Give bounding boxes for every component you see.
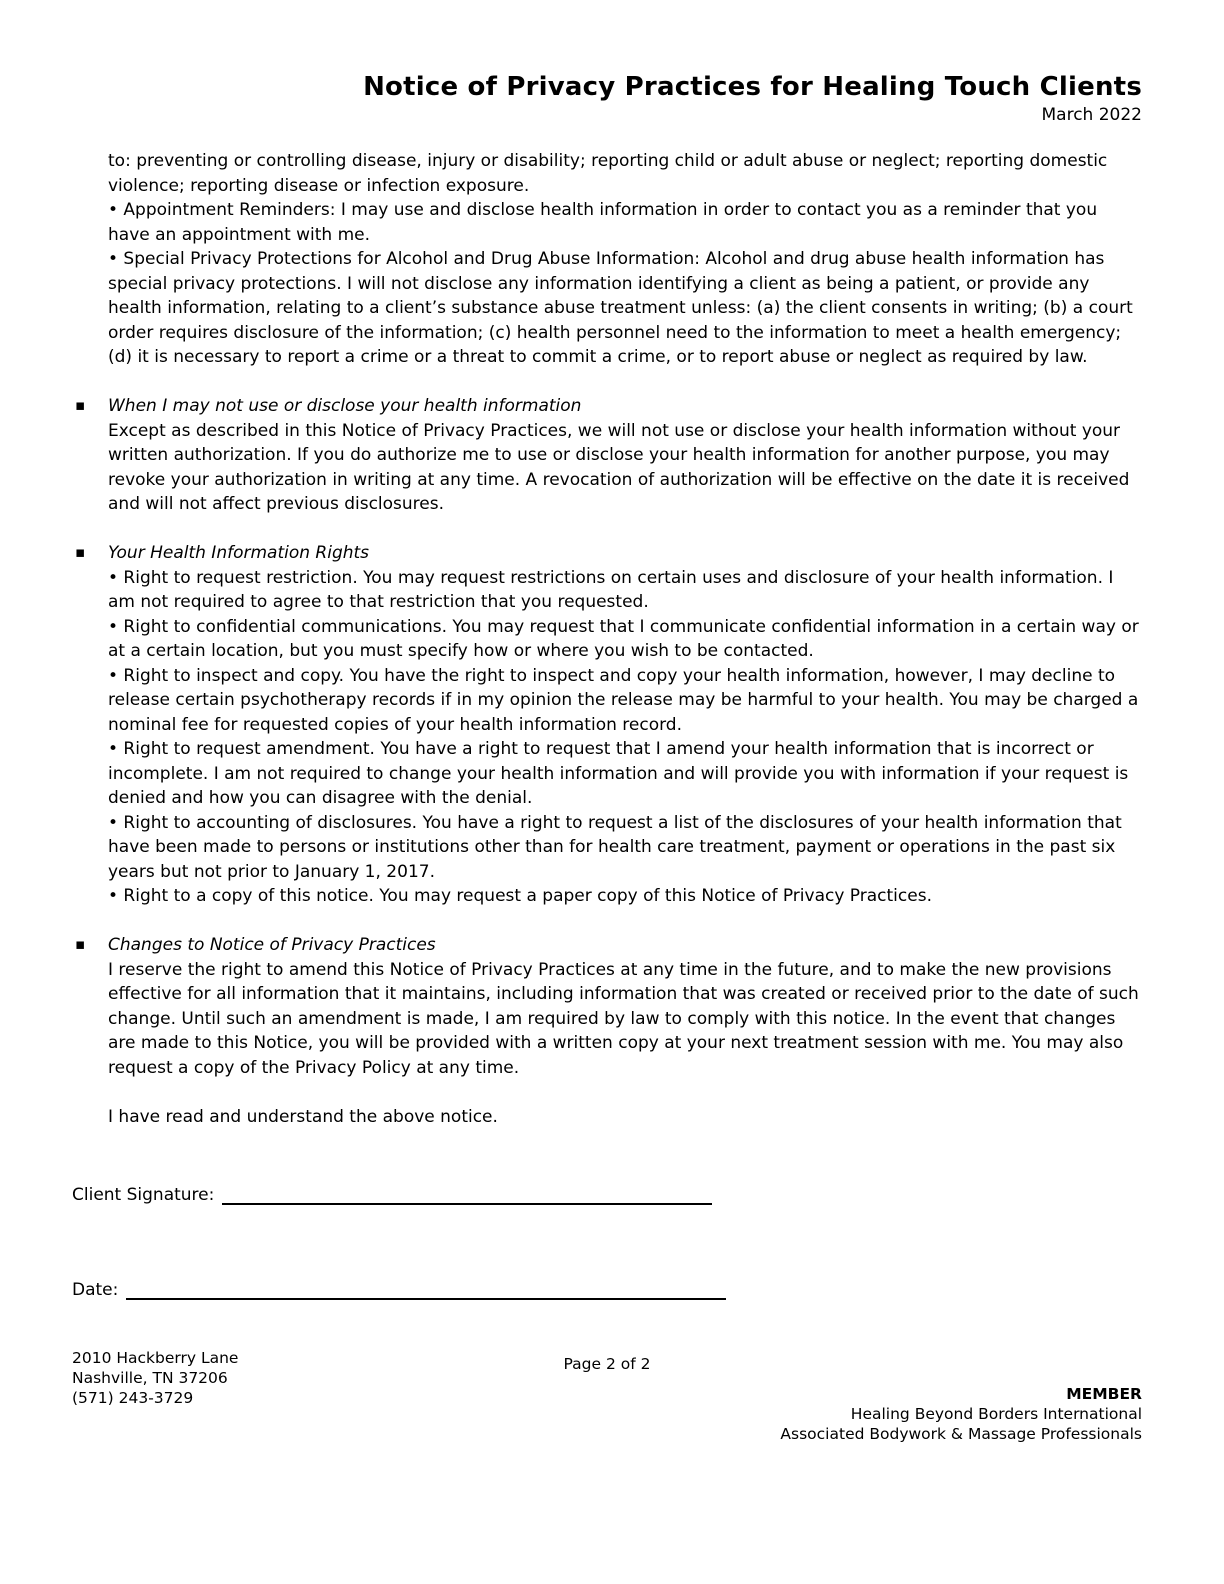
member-org-abmp: Associated Bodywork & Massage Professionals	[780, 1425, 1142, 1443]
date-row	[72, 1278, 1142, 1303]
section-heading	[75, 541, 1142, 566]
section-paragraph: I reserve the right to amend this Notice of Privacy Practices at any time in the future, and to make the new provisions effective for all information that it maintains, including information that was created or received prior to the date of such change. Until such an amendment is made, I am required by law to comply with this notice. In the event that changes are made to this Notice, you will be provided with a written copy at your next treatment session with me. You may also request a copy of the Privacy Policy at any time.	[108, 959, 1139, 1078]
section-heading	[75, 394, 1142, 419]
member-org-healing-beyond-borders: Healing Beyond Borders International	[850, 1405, 1142, 1423]
bullet-paragraph-request-amendment: • Right to request amendment. You have a right to request that I amend your health information that is incorrect or incomplete. I am not required to change your health information and will provide you with information if your request is denied and how you can disagree with the denial.	[108, 739, 1129, 808]
square-bullet-icon: ▪	[75, 543, 86, 561]
square-bullet-icon: ▪	[75, 935, 86, 953]
section-heading	[75, 933, 1142, 958]
section-changes-to-notice	[75, 933, 1142, 1080]
practice-address	[72, 1348, 238, 1408]
date-label: Date:	[72, 1279, 119, 1300]
bullet-paragraph-request-restriction: • Right to request restriction. You may request restrictions on certain uses and disclosure of your health information. I am not required to agree to that restriction that you requested.	[108, 567, 1114, 612]
signature-block	[72, 1183, 1142, 1302]
bullet-paragraph-confidential-communications: • Right to confidential communications. You may request that I communicate confidential information in a certain way or at a certain location, but you must specify how or where you wish to be contacted.	[108, 616, 1139, 661]
acknowledgment-statement: I have read and understand the above notice.	[108, 1106, 498, 1127]
section-paragraph: Except as described in this Notice of Privacy Practices, we will not use or disclose your health information without your written authorization. If you do authorize me to use or disclose your health information for another purpose, you may revoke your authorization in writing at any time. A revocation of authorization will be effective on the date it is received and will not affect previous disclosures.	[108, 420, 1130, 514]
page-title: Notice of Privacy Practices for Healing Touch Clients	[363, 72, 1142, 102]
address-street: 2010 Hackberry Lane	[72, 1349, 239, 1367]
square-bullet-icon: ▪	[75, 396, 86, 414]
member-label: MEMBER	[1066, 1385, 1142, 1403]
address-phone: (571) 243-3729	[72, 1389, 194, 1407]
document-footer	[72, 1348, 1142, 1458]
client-signature-label: Client Signature:	[72, 1185, 215, 1205]
section-health-information-rights	[75, 541, 1142, 909]
section-title: Changes to Notice of Privacy Practices	[108, 935, 436, 955]
client-signature-row	[72, 1183, 1142, 1208]
document-body	[75, 149, 1142, 1129]
client-signature-line	[222, 1185, 712, 1205]
bullet-paragraph-accounting-of-disclosures: • Right to accounting of disclosures. You have a right to request a list of the disclosures of your health information that have been made to persons or institutions other than for health care treatment, payment or operations in the past six years but not prior to January 1, 2017.	[108, 812, 1122, 882]
intro-block	[108, 149, 1142, 370]
address-city-state-zip: Nashville, TN 37206	[72, 1369, 228, 1387]
section-when-not-use-disclose	[75, 394, 1142, 517]
page-indicator: Page 2 of 2	[563, 1355, 651, 1373]
document-header	[72, 72, 1142, 127]
date-line	[126, 1280, 726, 1300]
membership-block	[780, 1384, 1142, 1444]
section-title: Your Health Information Rights	[108, 543, 370, 563]
intro-continuation-paragraph: to: preventing or controlling disease, injury or disability; reporting child or adult abuse or neglect; reporting domestic violence; reporting disease or infection exposure.	[108, 151, 1108, 196]
bullet-paragraph-inspect-and-copy: • Right to inspect and copy. You have the right to inspect and copy your health information, however, I may decline to release certain psychotherapy records if in my opinion the release may be harmful to your health. You may be charged a nominal fee for requested copies of your health information record.	[108, 665, 1139, 735]
document-date: March 2022	[1041, 105, 1142, 125]
bullet-paragraph-copy-of-notice: • Right to a copy of this notice. You may request a paper copy of this Notice of Privacy Practices.	[108, 886, 932, 906]
bullet-paragraph-special-privacy-protections: • Special Privacy Protections for Alcohol and Drug Abuse Information: Alcohol and drug abuse health information has special privacy protections. I will not disclose any information identifying a client as being a patient, or provide any health information, relating to a client’s substance abuse treatment unless: (a) the client consents in writing; (b) a court order requires disclosure of the information; (c) health personnel need to the information to meet a health emergency; (d) it is necessary to report a crime or a threat to commit a crime, or to report abuse or neglect as required by law.	[108, 249, 1133, 367]
bullet-paragraph-appointment-reminders: • Appointment Reminders: I may use and disclose health information in order to contact you as a reminder that you have an appointment with me.	[108, 200, 1098, 245]
section-title: When I may not use or disclose your health information	[108, 396, 582, 416]
